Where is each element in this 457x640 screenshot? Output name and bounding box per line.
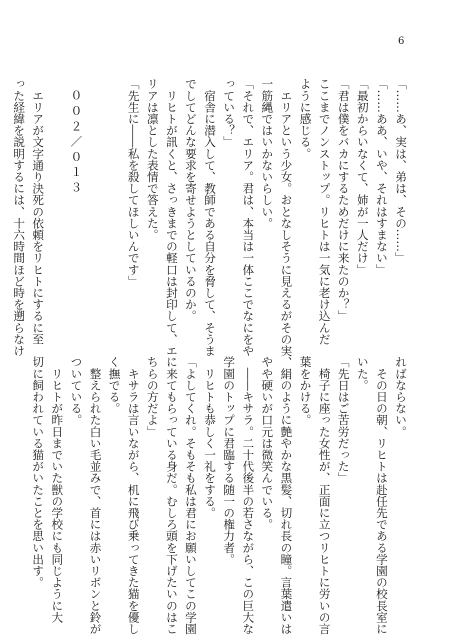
- bottom-text-line: 「よしてくれ。そもそも私は君にお願いしてこの学園: [183, 356, 198, 635]
- bottom-text-line: く撫でる。: [107, 356, 122, 414]
- bottom-text-line: ちらの方だよ」: [145, 356, 160, 438]
- bottom-text-line: ればならない。: [394, 356, 408, 438]
- top-text-line: 「……ああ、いや、それはすまない」: [374, 78, 389, 276]
- top-text-line: エリアが文字通り決死の依頼をリヒトにするに至: [31, 78, 46, 345]
- bottom-text-line: 絹のように艶やかな黒髪、切れ長の瞳。言葉遣いは: [279, 356, 294, 635]
- top-text-line: っている？」: [222, 78, 237, 148]
- bottom-text-line: 整えられた白い毛並みで、首には赤いリボンと鈴が: [88, 356, 103, 635]
- bottom-text-line: に来てもらっている身だ。むしろ頭を下げたいのはこ: [164, 356, 179, 635]
- top-text-line: リアは凛とした表情で答えた。: [145, 78, 160, 241]
- bottom-text-line: リヒトも恭しく一礼をする。: [203, 356, 218, 519]
- top-text-line: 「……あ、実は、弟は、その……」: [394, 78, 408, 264]
- bottom-text-line: その日の朝、リヒトは赴任先である学園の校長室に: [374, 356, 389, 635]
- top-text-line: でしてどんな要求を寄せようとしているのか。: [183, 78, 198, 322]
- top-text-line: 「君は僕をバカにするためだけに来たのか？」: [336, 78, 351, 322]
- bottom-text-line: いた。: [355, 356, 370, 391]
- top-text-line: 「先生に――私を殺してほしいんです」: [126, 78, 141, 287]
- bottom-text-line: やや硬いが口元は微笑んでいる。: [260, 356, 275, 530]
- top-text-line: った経緯を説明するには、十六時間ほど時を遡らなけ: [12, 78, 27, 357]
- bottom-text-line: 「先日はご苦労だった」: [336, 356, 351, 484]
- top-text-line: 「それで、エリア。君は、本当は一体ここでなにをや: [241, 78, 256, 357]
- bottom-text-line: キサラは言いながら、机に飛び乗ってきた猫を優し: [126, 356, 141, 635]
- bottom-text-line: ――キサラ。二十代後半の若さながら、この巨大な: [241, 356, 256, 635]
- top-text-line: [47, 78, 66, 348]
- bottom-text-line: ついている。: [69, 356, 84, 426]
- top-text-line: ０ ０ ２ ／ ０ １ ３: [69, 78, 84, 193]
- bottom-text-line: 切に飼われている猫がいたことを思い出す。: [31, 356, 46, 588]
- bottom-text-line: 葉をかける。: [298, 356, 313, 426]
- top-text-line: [85, 78, 104, 348]
- top-text-line: ように感じる。: [298, 78, 313, 160]
- top-text-line: [105, 78, 124, 348]
- bottom-text-line: 学園のトップに君臨する随一の権力者。: [222, 356, 237, 565]
- bottom-text-line: リヒトが昨日までいた獣の学校にも同じように大: [50, 356, 65, 623]
- top-text-block: [9, 78, 410, 368]
- top-text-line: 宿舎に潜入して、教師である自分を脅して、そうま: [203, 78, 218, 357]
- top-text-line: リヒトが訊くと、さっきまでの軽口は封印して、エ: [164, 78, 179, 357]
- top-text-line: エリアという少女。おとなしそうに見えるがその実、: [279, 78, 294, 368]
- top-text-line: 一筋縄ではいかないらしい。: [260, 78, 275, 229]
- top-text-line: 「最初からいなくて、姉が一人だけ」: [355, 78, 370, 276]
- bottom-text-block: [28, 356, 410, 635]
- page-number: 6: [398, 36, 405, 47]
- bottom-text-line: 椅子に座った女性が、正面に立つリヒトに労いの言: [317, 356, 332, 635]
- top-text-line: ここまでノンストップ。リヒトは一気に老け込んだ: [317, 78, 332, 345]
